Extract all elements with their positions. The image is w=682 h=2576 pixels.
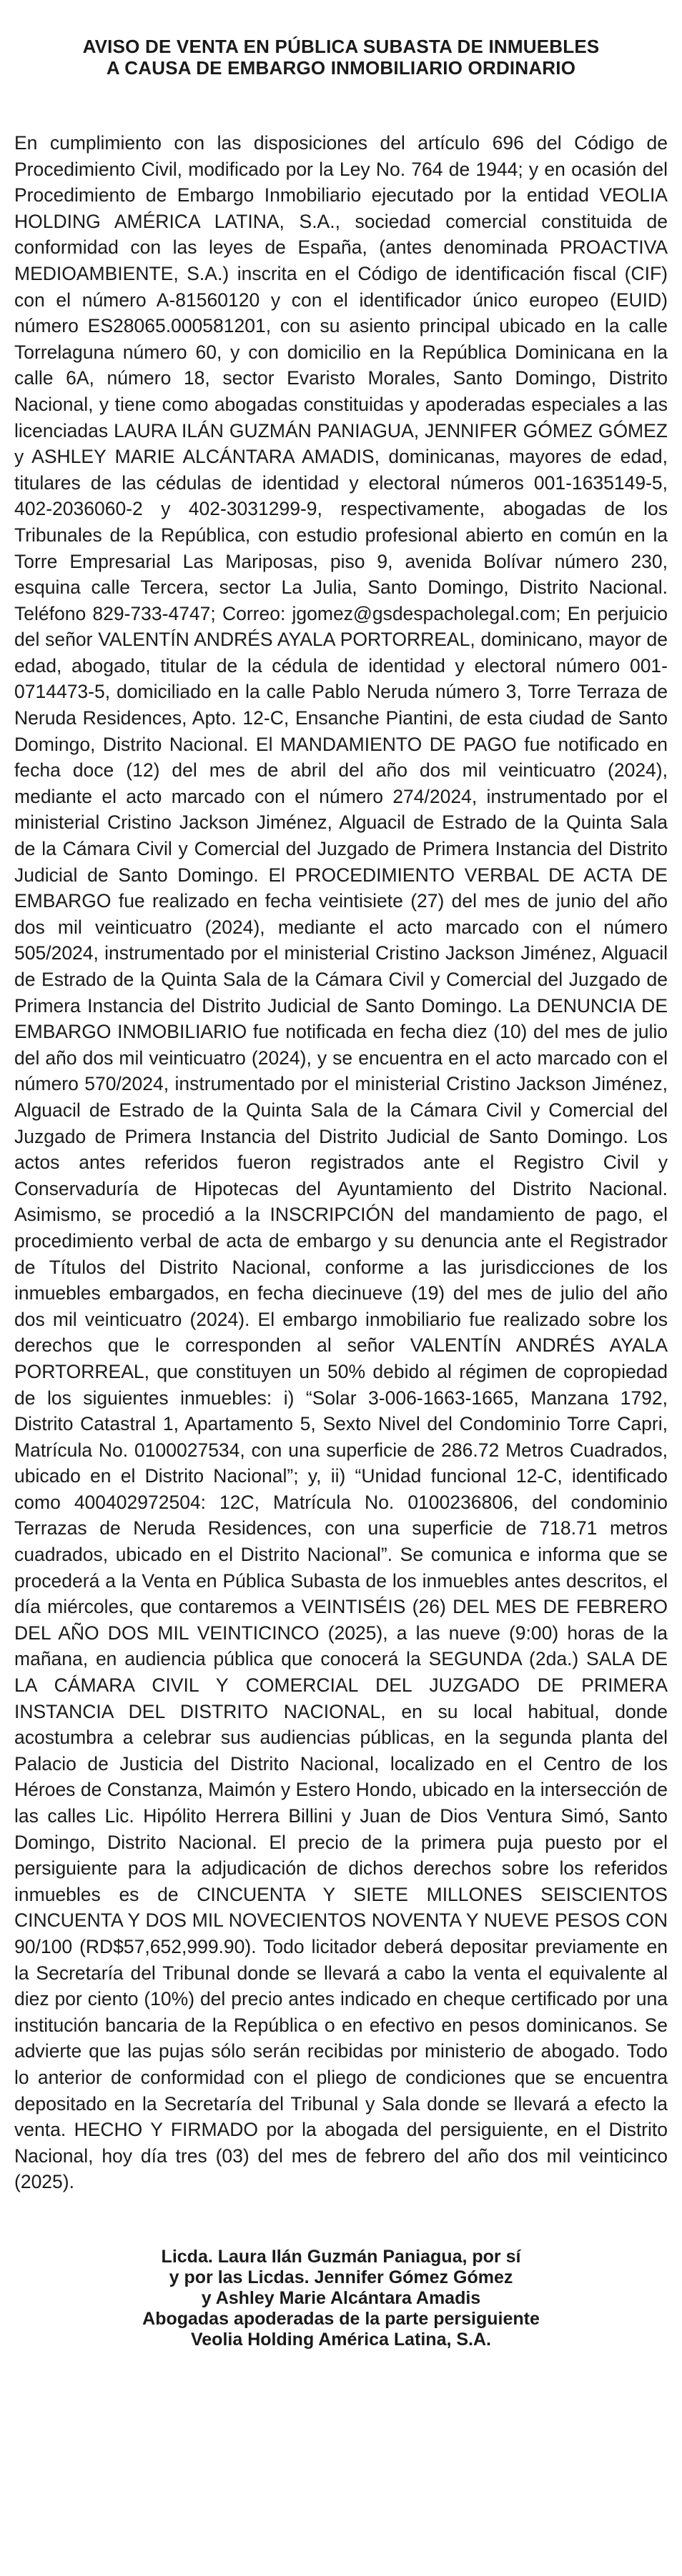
signature-line-3: y Ashley Marie Alcántara Amadis — [201, 2287, 481, 2308]
signature-line-4: Abogadas apoderadas de la parte persiguiente — [142, 2308, 540, 2329]
notice-body: En cumplimiento con las disposiciones del artículo 696 del Código de Procedimiento Civil, modificado por la Ley No. 764 de 1944; y en ocasión del Procedimiento de Embargo Inmobiliario ejecutado por la entidad VEOLIA HOLDING AMÉRICA LATINA, S.A., sociedad comercial constituida de conformidad con las leyes de España, (antes denominada PROACTIVA MEDIOAMBIENTE, S.A.) inscrita en el Código de identificación fiscal (CIF) con el número A-81560120 y con el identificador único europeo (EUID) número ES28065.000581201, con su asiento principal ubicado en la calle Torrelaguna número 60, y con domicilio en la República Dominicana en la calle 6A, número 18, sector Evaristo Morales, Santo Domingo, Distrito Nacional, y tiene como abogadas constituidas y apoderadas especiales a las licenciadas LAURA ILÁN GUZMÁN PANIAGUA, JENNIFER GÓMEZ GÓMEZ y ASHLEY MARIE ALCÁNTARA AMADIS, dominicanas, mayores de edad, titulares de las cédulas de identidad y electoral números 001-1635149-5, 402-2036060-2 y 402-3031299-9, respectivamente, abogadas de los Tribunales de la República, con estudio profesional abierto en común en la Torre Empresarial Las Mariposas, piso 9, avenida Bolívar número 230, esquina calle Tercera, sector La Julia, Santo Domingo, Distrito Nacional. Teléfono 829-733-4747; Correo: jgomez@gsdespacholegal.com; En perjuicio del señor VALENTÍN ANDRÉS AYALA PORTORREAL, dominicano, mayor de edad, abogado, titular de la cédula de identidad y electoral número 001-0714473-5, domiciliado en la calle Pablo Neruda número 3, Torre Terraza de Neruda Residences, Apto. 12-C, Ensanche Piantini, de esta ciudad de Santo Domingo, Distrito Nacional. El MANDAMIENTO DE PAGO fue notificado en fecha doce (12) del mes de abril del año dos mil veinticuatro (2024), mediante el acto marcado con el número 274/2024, instrumentado por el ministerial Cristino Jackson Jiménez, Alguacil de Estrado de la Quinta Sala de la Cámara Civil y Comercial del Juzgado de Primera Instancia del Distrito Judicial de Santo Domingo. El PROCEDIMIENTO VERBAL DE ACTA DE EMBARGO fue realizado en fecha veintisiete (27) del mes de junio del año dos mil veinticuatro (2024), mediante el acto marcado con el número 505/2024, instrumentado por el ministerial Cristino Jackson Jiménez, Alguacil de Estrado de la Quinta Sala de la Cámara Civil y Comercial del Juzgado de Primera Instancia del Distrito Judicial de Santo Domingo. La DENUNCIA DE EMBARGO INMOBILIARIO fue notificada en fecha diez (10) del mes de julio del año dos mil veinticuatro (2024), y se encuentra en el acto marcado con el número 570/2024, instrumentado por el ministerial Cristino Jackson Jiménez, Alguacil de Estrado de la Quinta Sala de la Cámara Civil y Comercial del Juzgado de Primera Instancia del Distrito Judicial de Santo Domingo. Los actos antes referidos fueron registrados ante el Registro Civil y Conservaduría de Hipotecas del Ayuntamiento del Distrito Nacional. Asimismo, se procedió a la INSCRIPCIÓN del mandamiento de pago, el procedimiento verbal de acta de embargo y su denuncia ante el Registrador de Títulos del Distrito Nacional, conforme a las jurisdicciones de los inmuebles embargados, en fecha diecinueve (19) del mes de julio del año dos mil veinticuatro (2024). El embargo inmobiliario fue realizado sobre los derechos que le corresponden al señor VALENTÍN ANDRÉS AYALA PORTORREAL, que constituyen un 50% debido al régimen de copropiedad de los siguientes inmuebles: i) “Solar 3-006-1663-1665, Manzana 1792, Distrito Catastral 1, Apartamento 5, Sexto Nivel del Condominio Torre Capri, Matrícula No. 0100027534, con una superficie de 286.72 Metros Cuadrados, ubicado en el Distrito Nacional”; y, ii) “Unidad funcional 12-C, identificado como 400402972504: 12C, Matrícula No. 0100236806, del condominio Terrazas de Neruda Residences, con una superficie de 718.71 metros cuadrados, ubicado en el Distrito Nacional”. Se comunica e informa que se procederá a la Venta en Pública Subasta de los inmuebles antes descritos, el día miércoles, que contaremos a VEINTISÉIS (26) DEL MES DE FEBRERO DEL AÑO DOS MIL VEINTICINCO (2025), a las nueve (9:00) horas de la mañana, en audiencia pública que conocerá la SEGUNDA (2da.) SALA DE LA CÁMARA CIVIL Y COMERCIAL DEL JUZGADO DE PRIMERA INSTANCIA DEL DISTRITO NACIONAL, en su local habitual, donde acostumbra a celebrar sus audiencias públicas, en la segunda planta del Palacio de Justicia del Distrito Nacional, localizado en el Centro de los Héroes de Constanza, Maimón y Estero Hondo, ubicado en la intersección de las calles Lic. Hipólito Herrera Billini y Juan de Dios Ventura Simó, Santo Domingo, Distrito Nacional. El precio de la primera puja puesto por el persiguiente para la adjudicación de dichos derechos sobre los referidos inmuebles es de CINCUENTA Y SIETE MILLONES SEISCIENTOS CINCUENTA Y DOS MIL NOVECIENTOS NOVENTA Y NUEVE PESOS CON 90/100 (RD$57,652,999.90). Todo licitador deberá depositar previamente en la Secretaría del Tribunal donde se llevará a cabo la venta el equivalente al diez por ciento (10%) del precio antes indicado en cheque certificado por una institución bancaria de la República o en efectivo en pesos dominicanos. Se advierte que las pujas sólo serán recibidas por ministerio de abogado. Todo lo anterior de conformidad con el pliego de condiciones que se encuentra depositado en la Secretaría del Tribunal y Sala donde se llevará a efecto la venta. HECHO Y FIRMADO por la abogada del persiguiente, en el Distrito Nacional, hoy día tres (03) del mes de febrero del año dos mil veinticinco (2025). — [14, 132, 668, 2193]
notice-title-line-2: A CAUSA DE EMBARGO INMOBILIARIO ORDINARIO — [106, 57, 576, 79]
signature-block — [14, 2247, 668, 2350]
signature-line-5: Veolia Holding América Latina, S.A. — [190, 2329, 491, 2350]
notice-title — [14, 36, 668, 79]
notice-title-line-1: AVISO DE VENTA EN PÚBLICA SUBASTA DE INMUEBLES — [82, 36, 600, 57]
signature-line-2: y por las Licdas. Jennifer Gómez Gómez — [169, 2267, 513, 2287]
signature-line-1: Licda. Laura Ilán Guzmán Paniagua, por sí — [161, 2246, 521, 2267]
